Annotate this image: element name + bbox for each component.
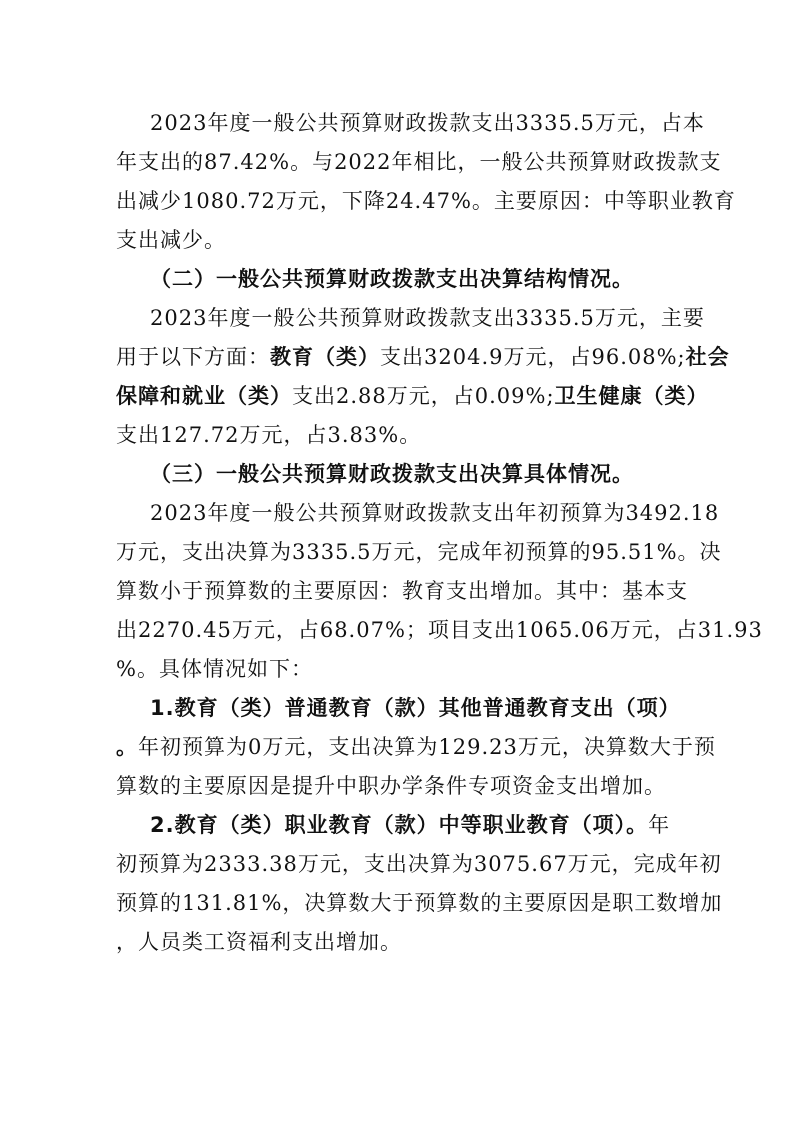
item-title: 2.教育（类）职业教育（款）中等职业教育（项）。 bbox=[150, 813, 649, 837]
paragraph-line: 支出127.72万元，占3.83%。 bbox=[116, 423, 422, 447]
section-heading: （三）一般公共预算财政拨款支出决算具体情况。 bbox=[150, 462, 634, 486]
section-heading: （二）一般公共预算财政拨款支出决算结构情况。 bbox=[150, 267, 634, 291]
paragraph-line: 预算的131.81%，决算数大于预算数的主要原因是职工数增加 bbox=[116, 891, 723, 915]
bold-category: 社会 bbox=[685, 345, 730, 369]
paragraph-line bbox=[116, 377, 709, 415]
paragraph-line: 2023年度一般公共预算财政拨款支出3335.5万元，主要 bbox=[150, 306, 705, 330]
paragraph-line: 出2270.45万元，占68.07%；项目支出1065.06万元，占31.93 bbox=[116, 618, 763, 642]
text-run: 。 bbox=[116, 735, 138, 759]
paragraph-line: 算数的主要原因是提升中职办学条件专项资金支出增加。 bbox=[116, 774, 666, 798]
text-run: 用于以下方面： bbox=[116, 345, 270, 369]
paragraph-line: %。具体情况如下： bbox=[116, 657, 313, 681]
bold-category: 卫生健康（类） bbox=[554, 384, 709, 408]
text-run: 支出3204.9万元，占96.08%; bbox=[380, 345, 686, 369]
paragraph-line bbox=[116, 338, 730, 376]
paragraph-line: 出减少1080.72万元，下降24.47%。主要原因：中等职业教育 bbox=[116, 189, 736, 213]
paragraph-line: ，人员类工资福利支出增加。 bbox=[116, 930, 402, 954]
paragraph-line: 初预算为2333.38万元，支出决算为3075.67万元，完成年初 bbox=[116, 852, 722, 876]
text-run: 年 bbox=[648, 813, 671, 837]
paragraph-line: 2023年度一般公共预算财政拨款支出3335.5万元，占本 bbox=[150, 111, 705, 135]
text-run: 支出2.88万元，占0.09%; bbox=[292, 384, 555, 408]
paragraph-line: 2023年度一般公共预算财政拨款支出年初预算为3492.18 bbox=[150, 501, 720, 525]
paragraph-line: 算数小于预算数的主要原因：教育支出增加。其中：基本支 bbox=[116, 579, 688, 603]
paragraph-line: 年支出的87.42%。与2022年相比，一般公共预算财政拨款支 bbox=[116, 150, 722, 174]
bold-category: 保障和就业（类） bbox=[116, 384, 292, 408]
paragraph-line: 万元，支出决算为3335.5万元，完成年初预算的95.51%。决 bbox=[116, 540, 722, 564]
bold-category: 教育（类） bbox=[270, 345, 380, 369]
item-title: 1.教育（类）普通教育（款）其他普通教育支出（项） bbox=[150, 696, 681, 720]
text-run: 年初预算为0万元，支出决算为129.23万元，决算数大于预 bbox=[138, 735, 716, 759]
paragraph-line: 支出减少。 bbox=[116, 228, 226, 252]
paragraph-line bbox=[150, 806, 710, 844]
paragraph-line bbox=[116, 728, 716, 766]
